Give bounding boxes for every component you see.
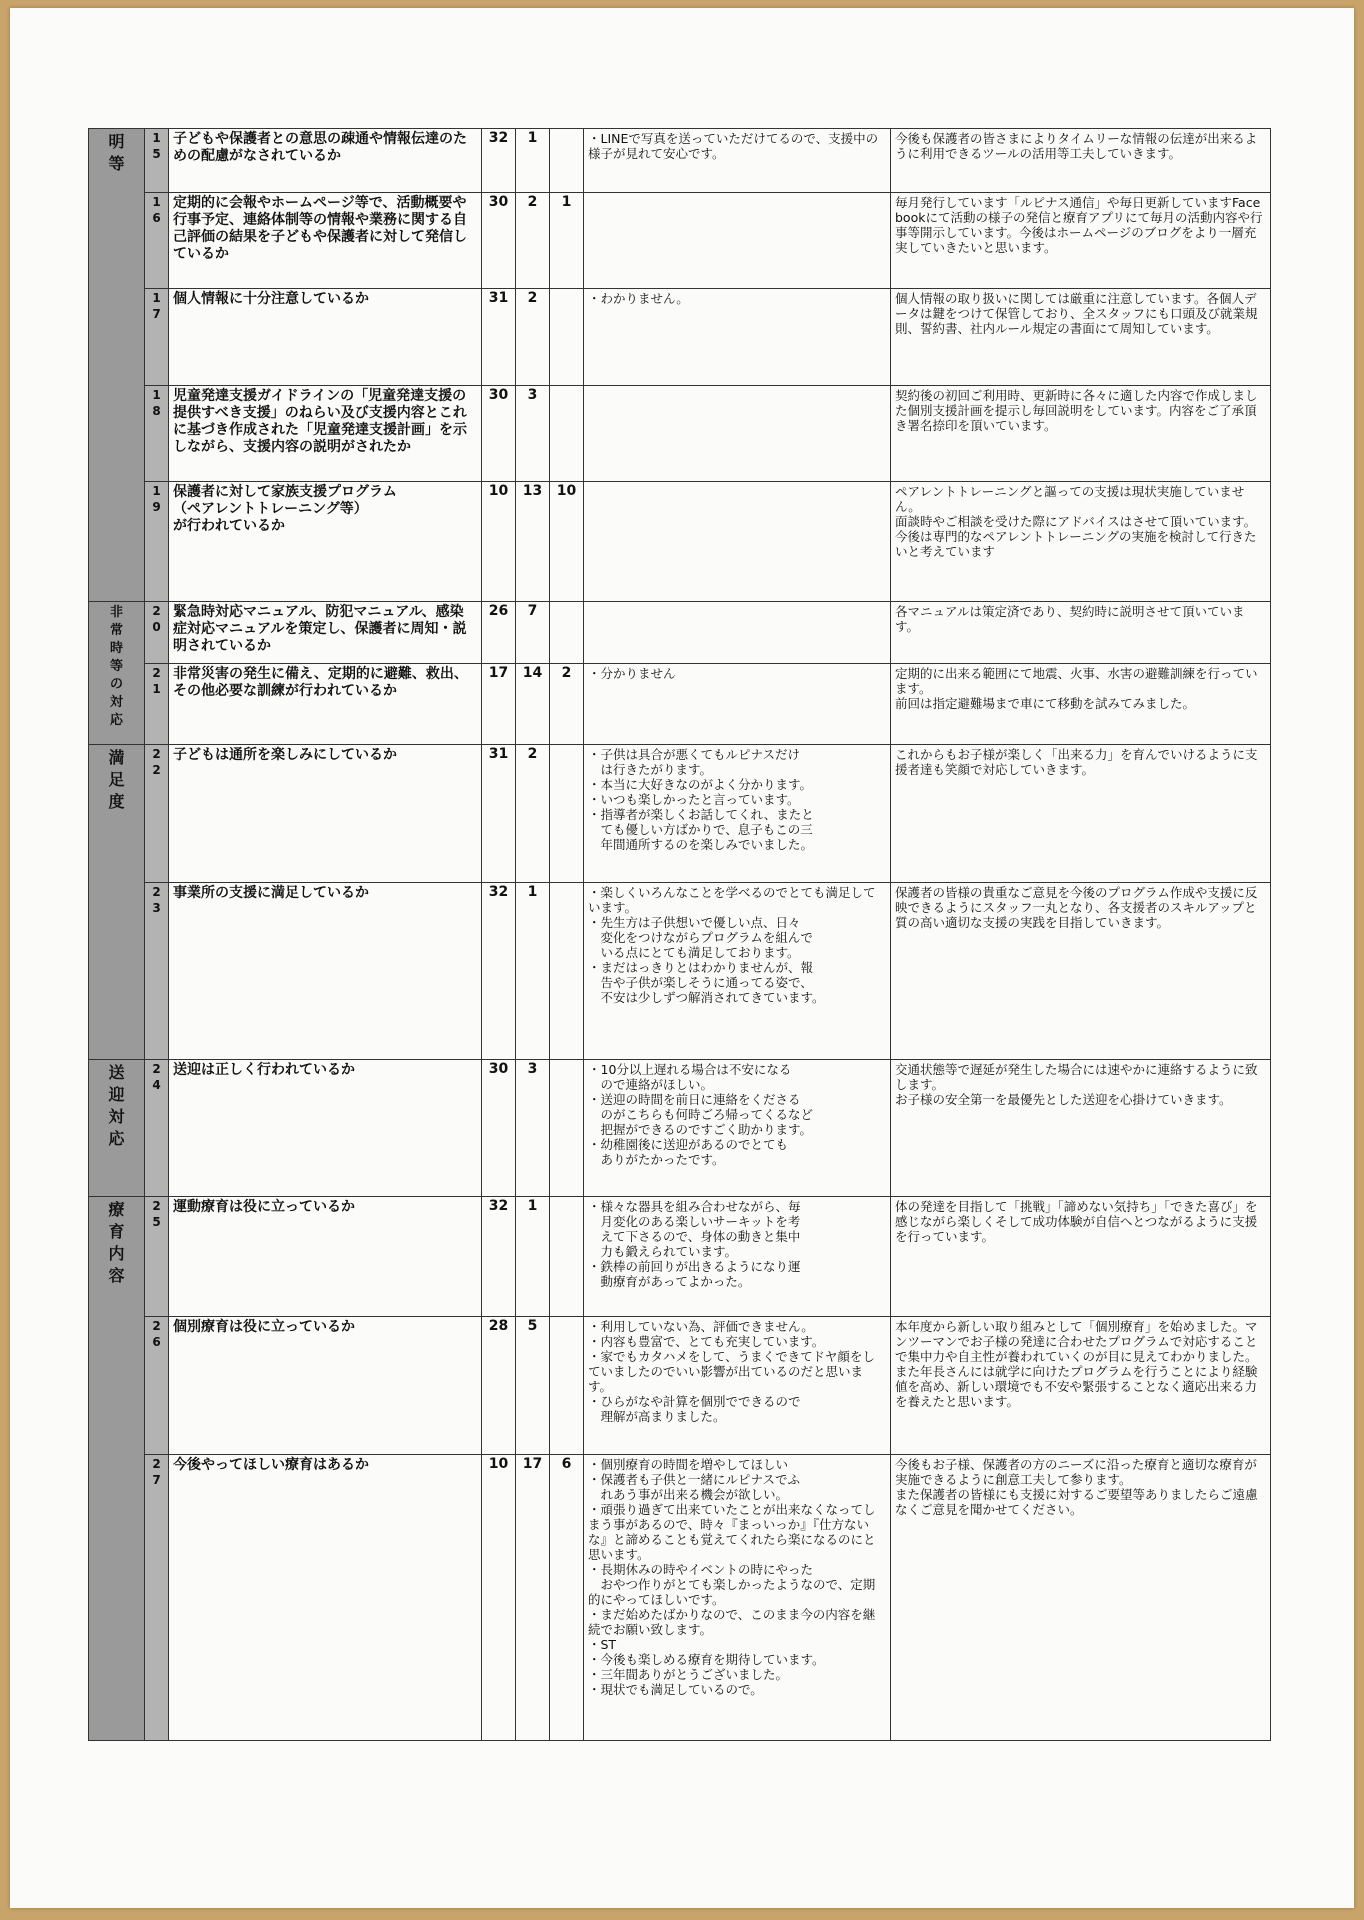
count-yes: 31 (482, 289, 516, 386)
count-no: 1 (550, 193, 584, 289)
table-row (89, 289, 1271, 386)
table-row (89, 1197, 1271, 1317)
question-text: 子どもや保護者との意思の疎通や情報伝達のための配慮がなされているか (169, 129, 482, 193)
facility-response: 契約後の初回ご利用時、更新時に各々に適した内容で作成しました個別支援計画を提示し毎回説明をしています。内容をご了承頂き署名捺印を頂いています。 (891, 386, 1271, 482)
facility-response: 各マニュアルは策定済であり、契約時に説明させて頂いています。 (891, 602, 1271, 664)
parent-comment: ・分かりません (584, 664, 891, 745)
row-number: 15 (145, 129, 169, 193)
facility-response: 本年度から新しい取り組みとして「個別療育」を始めました。マンツーマンでお子様の発達に合わせたプログラムで対応することで集中力や自主性が養われていくのが目に見えてわかりました。また年長さんには就学に向けたプログラムを行うことにより経験値を高め、新しい環境でも不安や緊張することなく適応出来る力を養えたと思います。 (891, 1317, 1271, 1455)
table-row (89, 129, 1271, 193)
facility-response: 交通状態等で遅延が発生した場合には速やかに連絡するように致します。 お子様の安全第一を最優先とした送迎を心掛けていきます。 (891, 1060, 1271, 1197)
count-yes: 17 (482, 664, 516, 745)
count-no (550, 386, 584, 482)
question-text: 子どもは通所を楽しみにしているか (169, 745, 482, 883)
row-number: 23 (145, 883, 169, 1060)
parent-comment: ・楽しくいろんなことを学べるのでとても満足しています。 ・先生方は子供想いで優しい点、日々 変化をつけながらプログラムを組んで いる点にとても満足しております。 ・まだはっきりとはわかりませんが、報 告や子供が楽しそうに通ってる姿で、 不安は少しずつ解消されてきています。 (584, 883, 891, 1060)
row-number: 20 (145, 602, 169, 664)
count-neutral: 3 (516, 386, 550, 482)
question-text: 送迎は正しく行われているか (169, 1060, 482, 1197)
row-number: 19 (145, 482, 169, 602)
parent-comment: ・わかりません。 (584, 289, 891, 386)
parent-comment (584, 386, 891, 482)
table-row (89, 386, 1271, 482)
facility-response: 体の発達を目指して「挑戦」「諦めない気持ち」「できた喜び」を感じながら楽しくそして成功体験が自信へとつながるように支援を行っています。 (891, 1197, 1271, 1317)
question-text: 運動療育は役に立っているか (169, 1197, 482, 1317)
question-text: 個別療育は役に立っているか (169, 1317, 482, 1455)
row-number: 24 (145, 1060, 169, 1197)
count-yes: 10 (482, 482, 516, 602)
count-neutral: 7 (516, 602, 550, 664)
facility-response: 今後も保護者の皆さまによりタイムリーな情報の伝達が出来るように利用できるツールの活用等工夫していきます。 (891, 129, 1271, 193)
count-yes: 28 (482, 1317, 516, 1455)
count-neutral: 1 (516, 883, 550, 1060)
question-text: 定期的に会報やホームページ等で、活動概要や行事予定、連絡体制等の情報や業務に関する自己評価の結果を子どもや保護者に対して発信しているか (169, 193, 482, 289)
facility-response: 定期的に出来る範囲にて地震、火事、水害の避難訓練を行っています。 前回は指定避難場まで車にて移動を試みてみました。 (891, 664, 1271, 745)
parent-comment: ・個別療育の時間を増やしてほしい ・保護者も子供と一緒にルピナスでふ れあう事が出来る機会が欲しい。 ・頑張り過ぎて出来ていたことが出来なくなってしまう事があるので、時々『まっいっか』『仕方ないな』と諦めることも覚えてくれたら楽になるのにと思います。 ・長期休みの時やイベントの時にやった おやつ作りがとても楽しかったようなので、定期的にやってほしいです。 ・まだ始めたばかりなので、このまま今の内容を継続でお願い致します。 ・ST ・今後も楽しめる療育を期待しています。 ・三年間ありがとうございました。 ・現状でも満足しているので。 (584, 1455, 891, 1741)
parent-comment: ・LINEで写真を送っていただけてるので、支援中の様子が見れて安心です。 (584, 129, 891, 193)
count-neutral: 2 (516, 193, 550, 289)
parent-comment (584, 193, 891, 289)
count-no (550, 1060, 584, 1197)
section-label-transport: 送 迎 対 応 (89, 1060, 145, 1197)
count-yes: 30 (482, 386, 516, 482)
question-text: 緊急時対応マニュアル、防犯マニュアル、感染症対応マニュアルを策定し、保護者に周知・説明されているか (169, 602, 482, 664)
row-number: 26 (145, 1317, 169, 1455)
count-no (550, 129, 584, 193)
table-row (89, 1455, 1271, 1741)
count-no: 10 (550, 482, 584, 602)
row-number: 18 (145, 386, 169, 482)
count-neutral: 2 (516, 745, 550, 883)
facility-response: ペアレントトレーニングと謳っての支援は現状実施していません。 面談時やご相談を受けた際にアドバイスはさせて頂いています。 今後は専門的なペアレントトレーニングの実施を検討して行きたいと考えています (891, 482, 1271, 602)
count-yes: 10 (482, 1455, 516, 1741)
facility-response: これからもお子様が楽しく「出来る力」を育んでいけるように支援者達も笑顔で対応していきます。 (891, 745, 1271, 883)
row-number: 27 (145, 1455, 169, 1741)
section-label-therapy: 療 育 内 容 (89, 1197, 145, 1741)
count-no: 2 (550, 664, 584, 745)
table-row (89, 664, 1271, 745)
count-no (550, 1317, 584, 1455)
count-yes: 32 (482, 1197, 516, 1317)
table-row (89, 193, 1271, 289)
count-yes: 30 (482, 193, 516, 289)
facility-response: 個人情報の取り扱いに関しては厳重に注意しています。各個人データは鍵をつけて保管しており、全スタッフにも口頭及び就業規則、誓約書、社内ルール規定の書面にて周知しています。 (891, 289, 1271, 386)
table-row (89, 1317, 1271, 1455)
parent-comment: ・10分以上遅れる場合は不安になる ので連絡がほしい。 ・送迎の時間を前日に連絡をくださる のがこちらも何時ごろ帰ってくるなど 把握ができるのですごく助かります。 ・幼稚園後に送迎があるのでとても ありがたかったです。 (584, 1060, 891, 1197)
parent-comment (584, 602, 891, 664)
section-label-communication: 明 等 (89, 129, 145, 602)
facility-response: 今後もお子様、保護者の方のニーズに沿った療育と適切な療育が実施できるように創意工夫して参ります。 また保護者の皆様にも支援に対するご要望等ありましたらご遠慮なくご意見を聞かせてください。 (891, 1455, 1271, 1741)
count-no (550, 883, 584, 1060)
count-no (550, 745, 584, 883)
parent-comment: ・利用していない為、評価できません。 ・内容も豊富で、とても充実しています。 ・家でもカタハメをして、うまくできてドヤ顔をしていましたのでいい影響が出ているのだと思います。 ・ひらがなや計算を個別でできるので 理解が高まりました。 (584, 1317, 891, 1455)
count-no (550, 602, 584, 664)
table-row (89, 745, 1271, 883)
question-text: 非常災害の発生に備え、定期的に避難、救出、その他必要な訓練が行われているか (169, 664, 482, 745)
count-neutral: 5 (516, 1317, 550, 1455)
question-text: 児童発達支援ガイドラインの「児童発達支援の提供すべき支援」のねらい及び支援内容とこれに基づき作成された「児童発達支援計画」を示しながら、支援内容の説明がされたか (169, 386, 482, 482)
question-text: 個人情報に十分注意しているか (169, 289, 482, 386)
facility-response: 毎月発行しています「ルピナス通信」や毎日更新していますFacebookにて活動の様子の発信と療育アプリにて毎月の活動内容や行事等開示しています。今後はホームページのブログをより一層充実していきたいと思います。 (891, 193, 1271, 289)
count-no: 6 (550, 1455, 584, 1741)
table-row (89, 883, 1271, 1060)
section-label-emergency: 非 常 時 等 の 対 応 (89, 602, 145, 745)
count-yes: 31 (482, 745, 516, 883)
parent-comment (584, 482, 891, 602)
count-neutral: 13 (516, 482, 550, 602)
count-neutral: 1 (516, 129, 550, 193)
section-label-satisfaction: 満 足 度 (89, 745, 145, 1060)
row-number: 22 (145, 745, 169, 883)
count-no (550, 289, 584, 386)
count-yes: 30 (482, 1060, 516, 1197)
evaluation-table (88, 128, 1271, 1741)
count-neutral: 3 (516, 1060, 550, 1197)
parent-comment: ・様々な器具を組み合わせながら、毎 月変化のある楽しいサーキットを考 えて下さるので、身体の動きと集中 力も鍛えられています。 ・鉄棒の前回りが出きるようになり運 動療育があってよかった。 (584, 1197, 891, 1317)
row-number: 21 (145, 664, 169, 745)
question-text: 今後やってほしい療育はあるか (169, 1455, 482, 1741)
count-yes: 32 (482, 883, 516, 1060)
count-neutral: 14 (516, 664, 550, 745)
table-row (89, 1060, 1271, 1197)
count-neutral: 1 (516, 1197, 550, 1317)
count-yes: 32 (482, 129, 516, 193)
count-neutral: 17 (516, 1455, 550, 1741)
count-yes: 26 (482, 602, 516, 664)
table-row (89, 602, 1271, 664)
row-number: 25 (145, 1197, 169, 1317)
count-no (550, 1197, 584, 1317)
table-row (89, 482, 1271, 602)
question-text: 保護者に対して家族支援プログラム （ペアレントトレーニング等） が行われているか (169, 482, 482, 602)
count-neutral: 2 (516, 289, 550, 386)
row-number: 17 (145, 289, 169, 386)
question-text: 事業所の支援に満足しているか (169, 883, 482, 1060)
facility-response: 保護者の皆様の貴重なご意見を今後のプログラム作成や支援に反映できるようにスタッフ一丸となり、各支援者のスキルアップと質の高い適切な支援の実践を目指していきます。 (891, 883, 1271, 1060)
row-number: 16 (145, 193, 169, 289)
parent-comment: ・子供は具合が悪くてもルピナスだけ は行きたがります。 ・本当に大好きなのがよく分かります。 ・いつも楽しかったと言っています。 ・指導者が楽しくお話してくれ、またと ても優しい方ばかりで、息子もこの三 年間通所するのを楽しみでいました。 (584, 745, 891, 883)
